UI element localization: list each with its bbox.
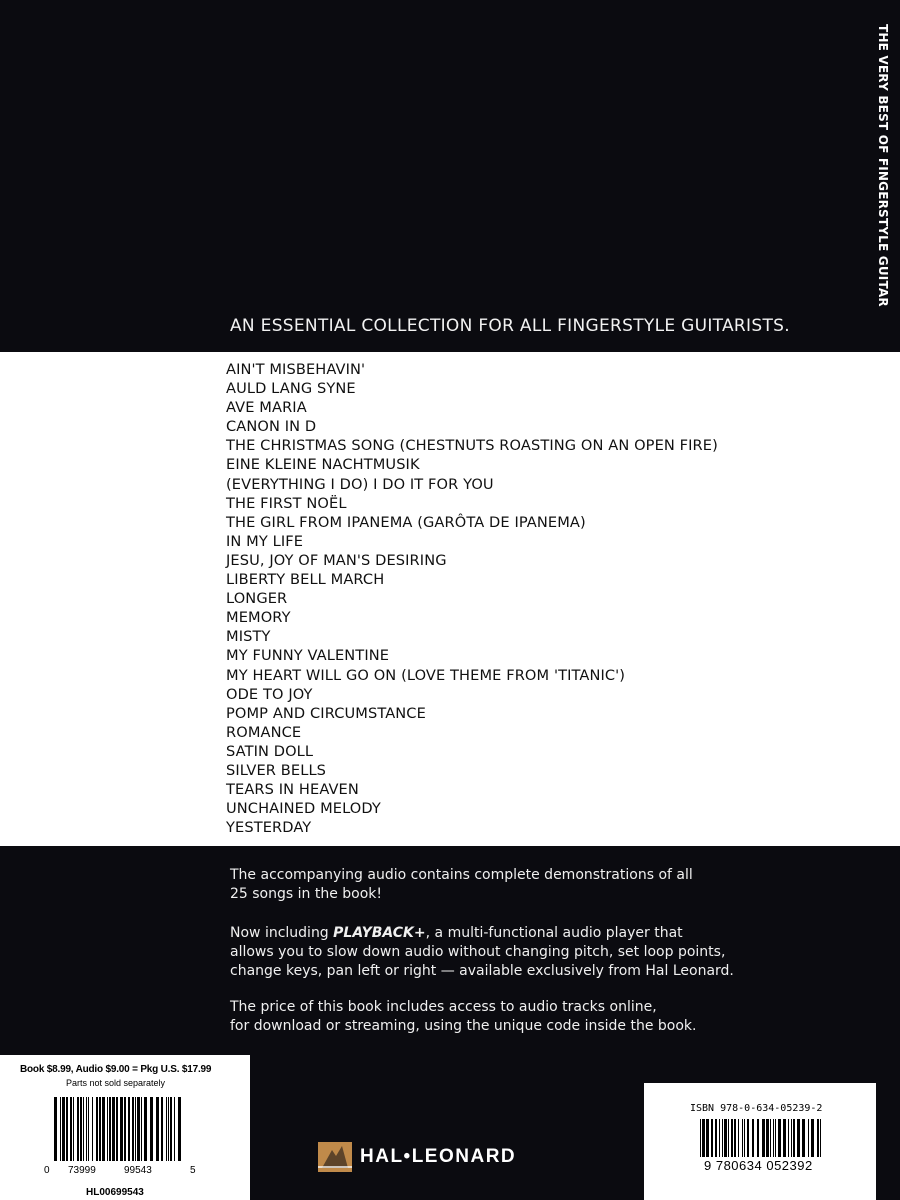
barcode-bar — [66, 1097, 68, 1161]
song-item: AIN'T MISBEHAVIN' — [226, 361, 366, 378]
barcode-bar — [817, 1119, 819, 1157]
barcode-bar — [702, 1119, 705, 1157]
isbn-text: ISBN 978-0-634-05239-2 — [690, 1103, 823, 1114]
barcode-bar — [783, 1119, 786, 1157]
barcode-bar — [141, 1097, 142, 1161]
barcode-bar — [757, 1119, 759, 1157]
publisher-logo — [318, 1140, 516, 1174]
description-line — [230, 924, 830, 943]
barcode-bar — [88, 1097, 89, 1161]
song-item: TEARS IN HEAVEN — [226, 781, 359, 799]
barcode-bar — [137, 1097, 140, 1161]
playback-plus-brand: PLAYBACK+ — [333, 925, 426, 941]
product-code: HL00699543 — [86, 1187, 144, 1198]
song-item: MY FUNNY VALENTINE — [226, 647, 390, 665]
song-item: UNCHAINED MELODY — [226, 800, 381, 818]
barcode-bar — [102, 1097, 105, 1161]
barcode-bar — [711, 1119, 713, 1157]
barcode-bar — [747, 1119, 749, 1157]
barcode-bar — [109, 1097, 111, 1161]
upc-digit: 5 — [190, 1165, 196, 1176]
song-item: YESTERDAY — [226, 819, 312, 837]
barcode-bar — [80, 1097, 82, 1161]
song-item: SILVER BELLS — [226, 761, 327, 779]
barcode-bar — [135, 1097, 136, 1161]
song-item: ROMANCE — [226, 723, 302, 741]
barcode-bar — [793, 1119, 795, 1157]
barcode-bar — [811, 1119, 814, 1157]
barcode-bar — [77, 1097, 79, 1161]
barcode-bar — [802, 1119, 805, 1157]
barcode-bar — [797, 1119, 800, 1157]
barcode-bar — [166, 1097, 167, 1161]
description-line: allows you to slow down audio without changing pitch, set loop points, — [230, 944, 726, 960]
tagline: AN ESSENTIAL COLLECTION FOR ALL FINGERSTYLE GUITARISTS. — [230, 316, 790, 336]
barcode-bar — [722, 1119, 723, 1157]
barcode-bar — [738, 1119, 739, 1157]
song-item: AVE MARIA — [226, 399, 307, 417]
barcode-bar — [775, 1119, 776, 1157]
barcode-bar — [83, 1097, 84, 1161]
barcode-bar — [724, 1119, 727, 1157]
barcode-bar — [144, 1097, 147, 1161]
barcode-bar — [174, 1097, 175, 1161]
barcode-bar — [60, 1097, 61, 1161]
barcode-bar — [132, 1097, 134, 1161]
song-item: LONGER — [226, 590, 288, 608]
barcode-bar — [752, 1119, 754, 1157]
isbn-number: 9 780634 052392 — [704, 1158, 813, 1173]
description-line: change keys, pan left or right — available exclusively from Hal Leonard. — [230, 963, 734, 979]
barcode-bar — [120, 1097, 123, 1161]
barcode-bar — [773, 1119, 774, 1157]
barcode-bar — [731, 1119, 733, 1157]
song-item: IN MY LIFE — [226, 532, 304, 550]
barcode-bar — [770, 1119, 771, 1157]
publisher-name: HAL•LEONARD — [360, 1146, 517, 1167]
isbn-label — [644, 1083, 876, 1200]
song-item: THE CHRISTMAS SONG (CHESTNUTS ROASTING ON AN OPEN FIRE) — [226, 437, 718, 455]
upc-barcode — [54, 1097, 184, 1175]
barcode-bar — [70, 1097, 72, 1161]
barcode-bar — [788, 1119, 789, 1157]
audio-description — [230, 866, 830, 904]
barcode-bar — [96, 1097, 98, 1161]
price-label — [0, 1055, 250, 1200]
song-item: SATIN DOLL — [226, 742, 314, 760]
song-item: POMP AND CIRCUMSTANCE — [226, 704, 426, 722]
description-line: for download or streaming, using the unique code inside the book. — [230, 1018, 697, 1034]
barcode-bar — [161, 1097, 163, 1161]
barcode-bar — [73, 1097, 74, 1161]
barcode-bar — [791, 1119, 792, 1157]
song-item: EINE KLEINE NACHTMUSIK — [226, 456, 420, 474]
barcode-bar — [92, 1097, 93, 1161]
barcode-bar — [112, 1097, 115, 1161]
barcode-bar — [719, 1119, 720, 1157]
barcode-bar — [728, 1119, 729, 1157]
barcode-bar — [107, 1097, 108, 1161]
barcode-bar — [808, 1119, 809, 1157]
barcode-bar — [156, 1097, 159, 1161]
barcode-bar — [744, 1119, 745, 1157]
spine-title: THE VERY BEST OF FINGERSTYLE GUITAR — [876, 24, 890, 307]
barcode-bar — [742, 1119, 743, 1157]
song-item: THE FIRST NOËL — [226, 494, 347, 512]
barcode-bar — [150, 1097, 153, 1161]
barcode-bar — [706, 1119, 709, 1157]
playback-description — [230, 924, 830, 981]
barcode-bar — [715, 1119, 717, 1157]
barcode-bar — [778, 1119, 781, 1157]
song-item: JESU, JOY OF MAN'S DESIRING — [226, 551, 447, 569]
song-item: MISTY — [226, 628, 271, 646]
barcode-bar — [124, 1097, 126, 1161]
price-text: Book $8.99, Audio $9.00 = Pkg U.S. $17.99 — [20, 1064, 212, 1075]
barcode-bar — [170, 1097, 172, 1161]
description-prefix: Now including — [230, 925, 334, 941]
hal-leonard-mark-icon — [318, 1142, 352, 1172]
song-item: ODE TO JOY — [226, 685, 313, 703]
barcode-bar — [62, 1097, 65, 1161]
description-line: The price of this book includes access to audio tracks online, — [230, 999, 657, 1015]
upc-digit: 99543 — [124, 1165, 152, 1176]
barcode-bar — [820, 1119, 821, 1157]
upc-digit: 0 — [44, 1165, 50, 1176]
description-line: The accompanying audio contains complete demonstrations of all — [230, 867, 693, 883]
barcode-bar — [766, 1119, 769, 1157]
song-item: (EVERYTHING I DO) I DO IT FOR YOU — [226, 475, 494, 493]
song-item: THE GIRL FROM IPANEMA (GARÔTA DE IPANEMA) — [226, 513, 586, 531]
song-item: LIBERTY BELL MARCH — [226, 571, 385, 589]
top-band — [0, 0, 900, 352]
song-item: AULD LANG SYNE — [226, 380, 356, 398]
isbn-barcode — [700, 1119, 824, 1157]
access-description — [230, 998, 830, 1036]
barcode-bar — [54, 1097, 57, 1161]
description-rest: , a multi-functional audio player that — [425, 925, 683, 941]
song-item: CANON IN D — [226, 418, 317, 436]
barcode-bar — [168, 1097, 169, 1161]
barcode-bar — [700, 1119, 701, 1157]
barcode-bar — [762, 1119, 765, 1157]
upc-digit: 73999 — [68, 1165, 96, 1176]
song-item: MY HEART WILL GO ON (LOVE THEME FROM 'TITANIC') — [226, 666, 626, 684]
song-list-panel — [0, 352, 900, 846]
barcode-bar — [178, 1097, 181, 1161]
barcode-bar — [86, 1097, 87, 1161]
barcode-bar — [99, 1097, 101, 1161]
barcode-bar — [128, 1097, 130, 1161]
barcode-bar — [116, 1097, 118, 1161]
barcode-bar — [734, 1119, 736, 1157]
description-line: 25 songs in the book! — [230, 886, 383, 902]
song-item: MEMORY — [226, 609, 291, 627]
song-list — [226, 360, 718, 837]
parts-note: Parts not sold separately — [66, 1078, 166, 1088]
